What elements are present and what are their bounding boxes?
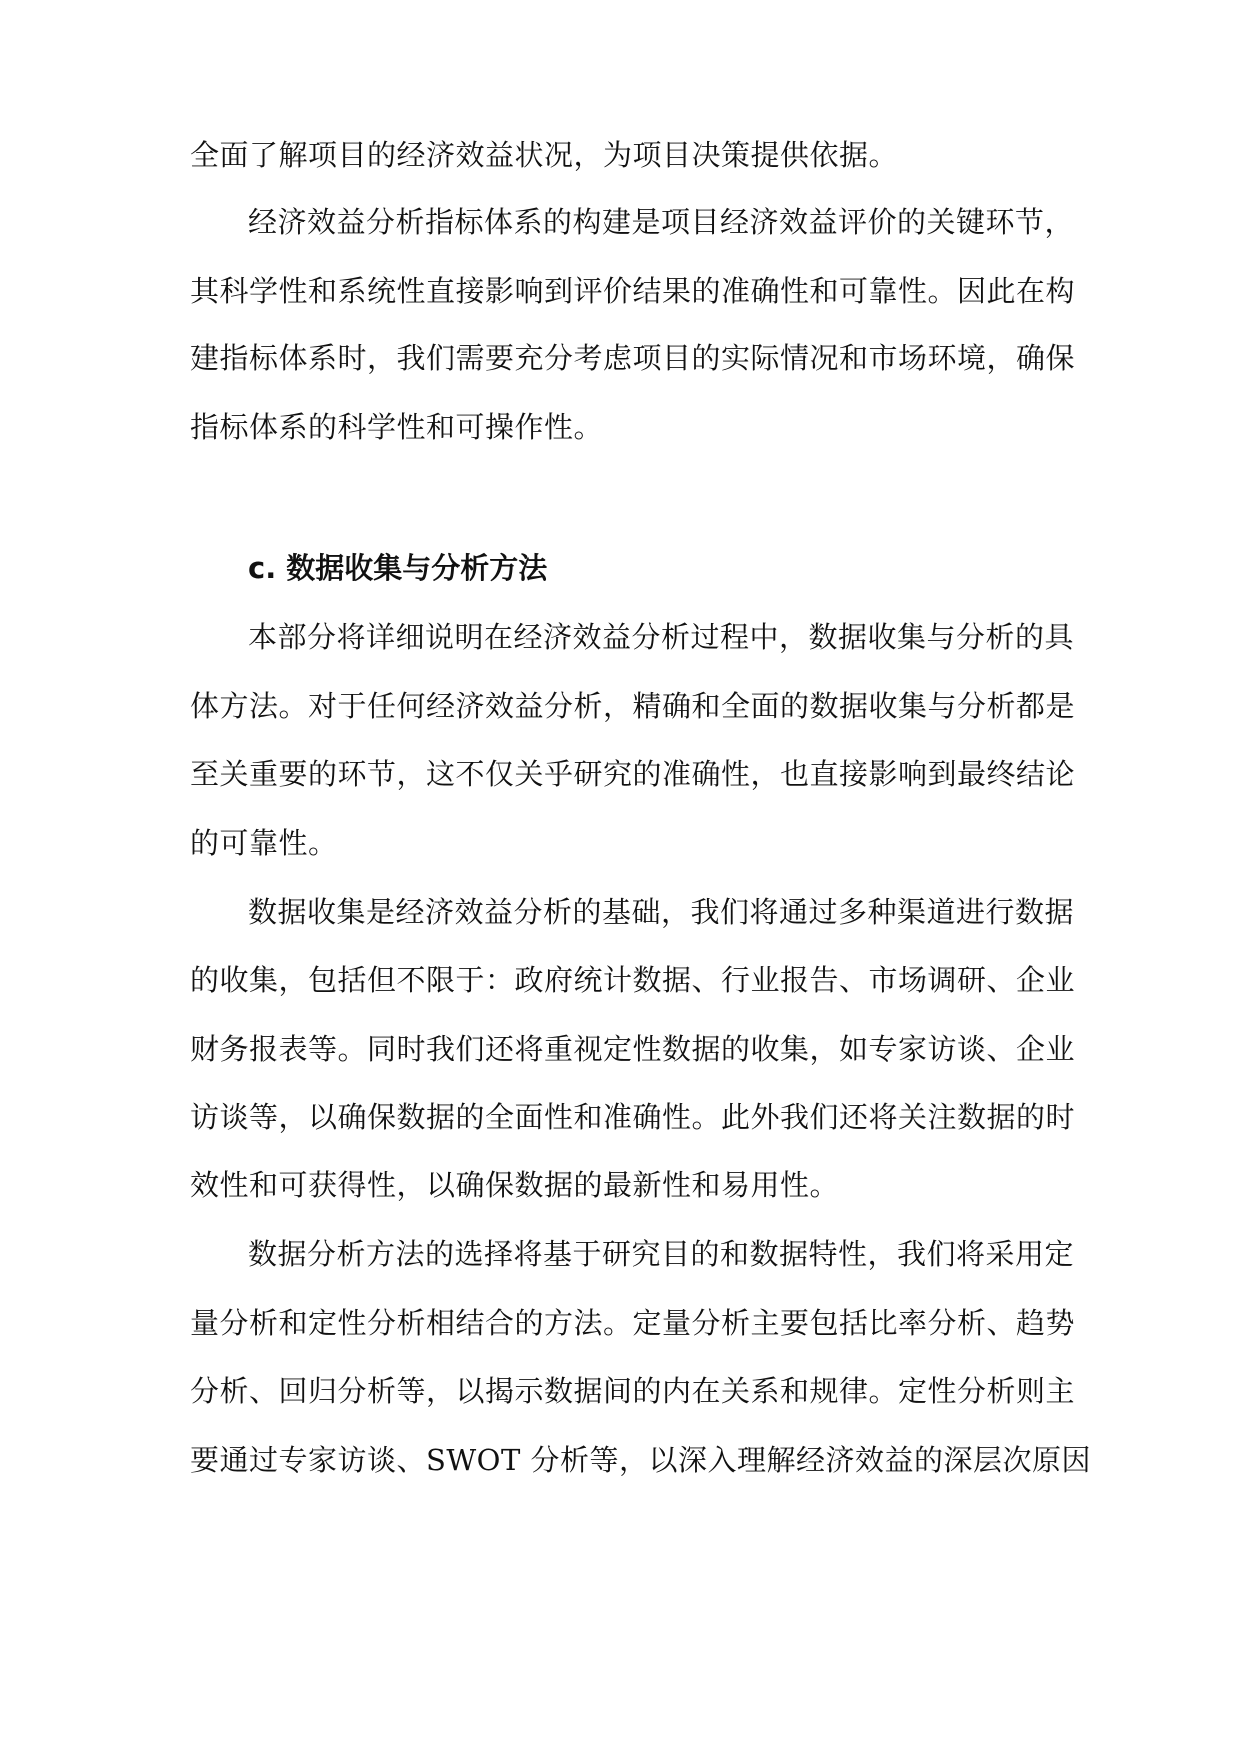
paragraph-line: 分析、回归分析等，以揭示数据间的内在关系和规律。定性分析则主 (190, 1374, 1076, 1408)
section-heading: c. 数据收集与分析方法 (248, 551, 548, 585)
paragraph-line: 的可靠性。 (190, 826, 338, 860)
paragraph-line: 数据收集是经济效益分析的基础，我们将通过多种渠道进行数据 (248, 895, 1075, 929)
paragraph-line: 数据分析方法的选择将基于研究目的和数据特性，我们将采用定 (248, 1237, 1075, 1271)
paragraph-line: 指标体系的科学性和可操作性。 (190, 410, 604, 444)
paragraph-line: 建指标体系时，我们需要充分考虑项目的实际情况和市场环境，确保 (190, 341, 1076, 375)
paragraph-line: 要通过专家访谈、SWOT 分析等，以深入理解经济效益的深层次原因 (190, 1443, 1092, 1477)
paragraph-line: 其科学性和系统性直接影响到评价结果的准确性和可靠性。因此在构 (190, 274, 1076, 308)
paragraph-line: 量分析和定性分析相结合的方法。定量分析主要包括比率分析、趋势 (190, 1306, 1076, 1340)
paragraph-line: 访谈等，以确保数据的全面性和准确性。此外我们还将关注数据的时 (190, 1100, 1076, 1134)
paragraph-line: 体方法。对于任何经济效益分析，精确和全面的数据收集与分析都是 (190, 689, 1076, 723)
paragraph-line: 效性和可获得性，以确保数据的最新性和易用性。 (190, 1168, 840, 1202)
paragraph-line: 至关重要的环节，这不仅关乎研究的准确性，也直接影响到最终结论 (190, 757, 1076, 791)
paragraph-line: 的收集，包括但不限于：政府统计数据、行业报告、市场调研、企业 (190, 963, 1076, 997)
paragraph-line: 财务报表等。同时我们还将重视定性数据的收集，如专家访谈、企业 (190, 1032, 1076, 1066)
paragraph-line: 经济效益分析指标体系的构建是项目经济效益评价的关键环节， (248, 205, 1075, 239)
paragraph-line: 全面了解项目的经济效益状况，为项目决策提供依据。 (190, 138, 899, 172)
paragraph-line: 本部分将详细说明在经济效益分析过程中，数据收集与分析的具 (248, 620, 1075, 654)
